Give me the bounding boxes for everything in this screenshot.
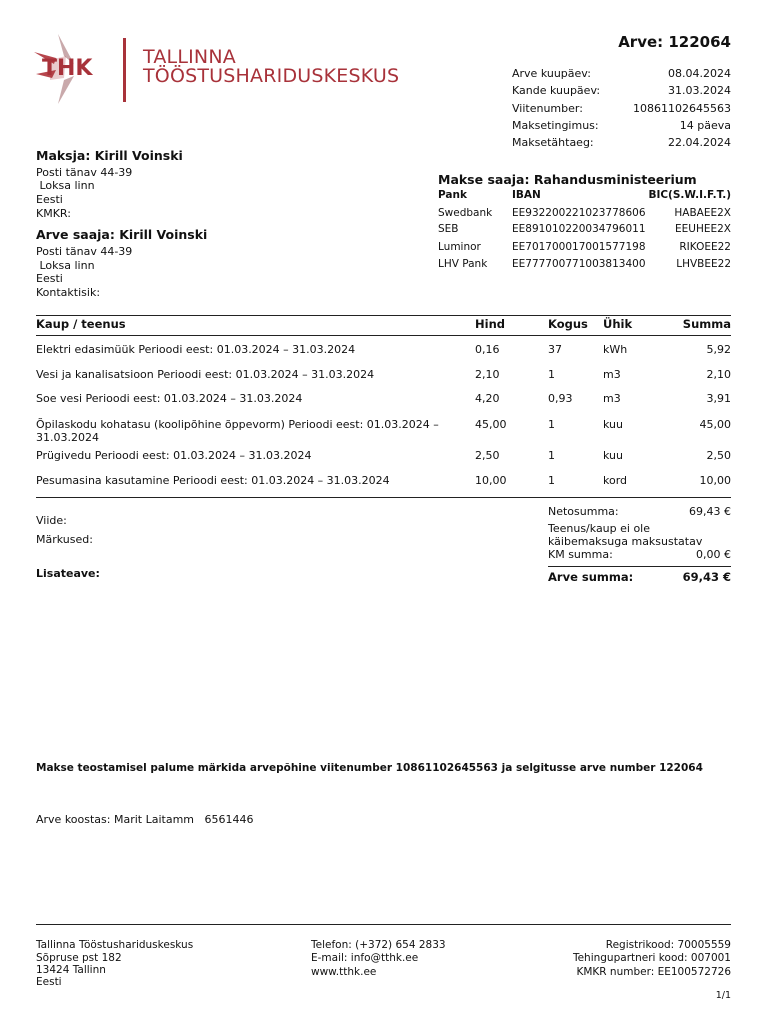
footer-vat-number: KMKR number: EE100572726	[576, 966, 731, 978]
remarks-label: Märkused:	[36, 533, 93, 546]
recipient-address-line: Posti tänav 44-39	[36, 245, 133, 258]
reference-label: Viide:	[36, 514, 67, 527]
footer-phone: Telefon: (+372) 654 2833	[311, 939, 446, 951]
net-total-value: 69,43 €	[689, 505, 731, 518]
vat-value: 0,00 €	[696, 548, 731, 561]
footer-partner-code: Tehingupartneri kood: 007001	[572, 952, 731, 964]
row-price: 45,00	[475, 418, 507, 431]
row-quantity: 0,93	[548, 392, 573, 405]
row-sum: 3,91	[706, 392, 731, 405]
logo-name-line-2: TÖÖSTUSHARIDUSKESKUS	[143, 65, 400, 87]
row-item: Elektri edasimüük Perioodi eest: 01.03.2024 – 31.03.2024	[36, 343, 356, 356]
bank-header-bic: BIC(S.W.I.F.T.)	[648, 189, 731, 201]
meta-value: 22.04.2024	[668, 136, 731, 149]
vat-label: KM summa:	[548, 548, 613, 561]
row-sum: 10,00	[699, 474, 731, 487]
payer-address-line: Eesti	[36, 193, 63, 206]
meta-invoice-date	[512, 67, 731, 84]
logo-abbreviation: THK	[42, 56, 93, 81]
row-item: Prügivedu Perioodi eest: 01.03.2024 – 31.03.2024	[36, 449, 312, 462]
row-quantity: 1	[548, 474, 555, 487]
meta-label: Arve kuupäev:	[512, 67, 591, 80]
row-quantity: 1	[548, 368, 555, 381]
footer-website[interactable]: www.tthk.ee	[311, 966, 377, 978]
payer-vat-label: KMKR:	[36, 207, 71, 220]
row-unit: m3	[603, 368, 621, 381]
row-sum: 2,50	[706, 449, 731, 462]
meta-value: 31.03.2024	[668, 84, 731, 97]
row-unit: kuu	[603, 449, 623, 462]
recipient-contact-label: Kontaktisik:	[36, 286, 101, 299]
recipient-heading: Arve saaja: Kirill Voinski	[36, 227, 208, 242]
row-price: 0,16	[475, 343, 500, 356]
row-item: Õpilaskodu kohatasu (koolipõhine õppevorm) Perioodi eest: 01.03.2024 –	[36, 418, 439, 431]
meta-value: 10861102645563	[633, 102, 731, 115]
meta-label: Maksetingimus:	[512, 119, 599, 132]
grand-total-value: 69,43 €	[682, 570, 731, 584]
meta-value: 14 päeva	[679, 119, 731, 132]
row-quantity: 37	[548, 343, 562, 356]
row-price: 2,10	[475, 368, 500, 381]
vat-exempt-note-line-1: Teenus/kaup ei ole	[548, 522, 651, 535]
row-unit: kWh	[603, 343, 628, 356]
recipient-address-line: Loksa linn	[36, 259, 95, 272]
meta-label: Maksetähtaeg:	[512, 136, 594, 149]
bank-name: LHV Pank	[438, 258, 488, 270]
footer-registry-code: Registrikood: 70005559	[605, 939, 731, 951]
bank-bic: HABAEE2X	[674, 207, 731, 219]
footer-email[interactable]: E-mail: info@tthk.ee	[311, 952, 419, 964]
footer-rule	[36, 924, 731, 925]
recipient-address-line: Eesti	[36, 272, 63, 285]
net-total-label: Netosumma:	[548, 505, 619, 518]
payer-address-line: Loksa linn	[36, 179, 95, 192]
row-item: Vesi ja kanalisatsioon Perioodi eest: 01.03.2024 – 31.03.2024	[36, 368, 375, 381]
row-sum: 2,10	[706, 368, 731, 381]
logo-name-line-1: TALLINNA	[143, 46, 236, 68]
company-logo	[34, 34, 414, 106]
footer-address-line: Eesti	[36, 976, 62, 988]
row-item: Soe vesi Perioodi eest: 01.03.2024 – 31.03.2024	[36, 392, 303, 405]
footer-address-line: Sõpruse pst 182	[36, 952, 122, 964]
row-unit: kord	[603, 474, 628, 487]
column-header-sum: Summa	[682, 317, 731, 331]
row-price: 4,20	[475, 392, 500, 405]
meta-due-date	[512, 136, 731, 153]
footer-address-line: 13424 Tallinn	[36, 964, 106, 976]
row-item-continuation: 31.03.2024	[36, 431, 99, 444]
bank-iban: EE891010220034796011	[512, 223, 646, 235]
bank-bic: RIKOEE22	[679, 241, 731, 253]
column-header-price: Hind	[475, 317, 505, 331]
prepared-by: Arve koostas: Marit Laitamm 6561446	[36, 813, 254, 826]
bank-iban: EE932200221023778606	[512, 207, 646, 219]
bank-name: SEB	[438, 223, 459, 235]
bank-header-iban: IBAN	[512, 189, 541, 201]
row-item: Pesumasina kasutamine Perioodi eest: 01.03.2024 – 31.03.2024	[36, 474, 390, 487]
meta-label: Viitenumber:	[512, 102, 583, 115]
row-sum: 5,92	[706, 343, 731, 356]
meta-value: 08.04.2024	[668, 67, 731, 80]
bank-bic: EEUHEE2X	[675, 223, 731, 235]
column-header-item: Kaup / teenus	[36, 317, 126, 331]
row-price: 2,50	[475, 449, 500, 462]
row-sum: 45,00	[699, 418, 731, 431]
row-unit: m3	[603, 392, 621, 405]
meta-reference-number	[512, 102, 731, 119]
row-quantity: 1	[548, 449, 555, 462]
bank-name: Swedbank	[438, 207, 493, 219]
column-header-unit: Ühik	[603, 317, 633, 331]
meta-entry-date	[512, 84, 731, 101]
row-quantity: 1	[548, 418, 555, 431]
payee-heading: Makse saaja: Rahandusministeerium	[438, 172, 697, 187]
payer-heading: Maksja: Kirill Voinski	[36, 148, 183, 163]
totals-rule	[548, 566, 731, 567]
bank-name: Luminor	[438, 241, 481, 253]
logo-name	[143, 48, 399, 86]
payment-instruction: Makse teostamisel palume märkida arvepõhine viitenumber 10861102645563 ja selgitusse arve number 122064	[36, 762, 703, 774]
table-bottom-rule	[36, 497, 731, 498]
meta-label: Kande kuupäev:	[512, 84, 601, 97]
row-unit: kuu	[603, 418, 623, 431]
column-header-quantity: Kogus	[548, 317, 588, 331]
grand-total-label: Arve summa:	[548, 570, 634, 584]
invoice-number-title: Arve: 122064	[618, 33, 731, 51]
footer-company-name: Tallinna Tööstushariduskeskus	[36, 939, 194, 951]
table-header-rule	[36, 335, 731, 336]
bank-iban: EE701700017001577198	[512, 241, 646, 253]
additional-info-label: Lisateave:	[36, 567, 100, 580]
bank-header-bank: Pank	[438, 189, 467, 201]
vat-exempt-note-line-2: käibemaksuga maksustatav	[548, 535, 703, 548]
meta-payment-terms	[512, 119, 731, 136]
logo-divider	[123, 38, 126, 102]
bank-iban: EE777700771003813400	[512, 258, 646, 270]
bank-bic: LHVBEE22	[676, 258, 731, 270]
row-price: 10,00	[475, 474, 507, 487]
page-number: 1/1	[715, 990, 731, 1001]
table-top-rule	[36, 315, 731, 316]
payer-address-line: Posti tänav 44-39	[36, 166, 133, 179]
